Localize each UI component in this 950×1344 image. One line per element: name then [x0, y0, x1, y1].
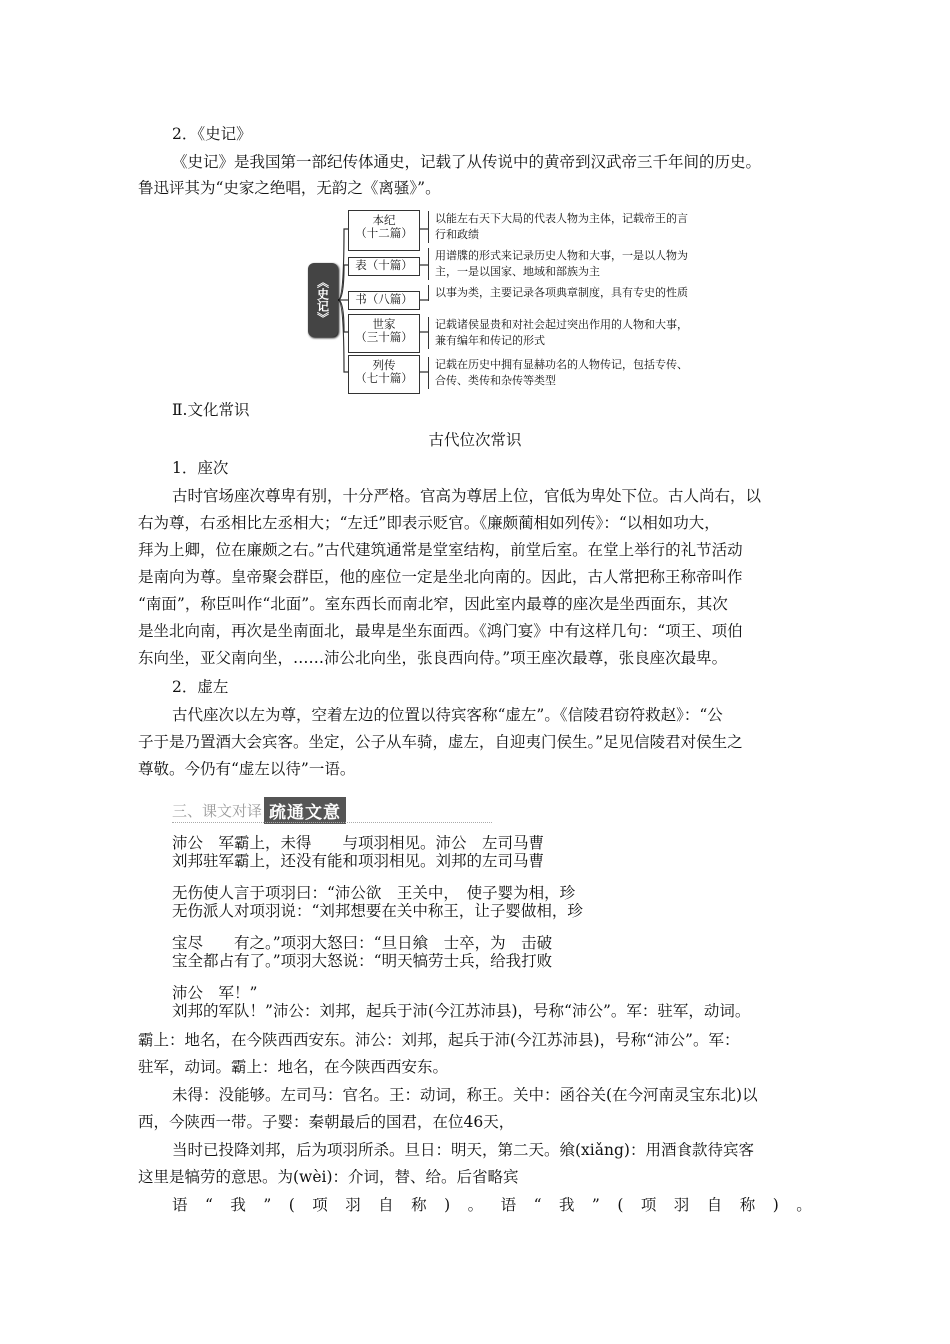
- paragraph-line: 鲁迅评其为“史家之绝唱，无韵之《离骚》”。: [138, 179, 441, 197]
- node-title: 本纪: [372, 213, 396, 227]
- note-line: 这里是犒劳的意思。为(wèi)：介词，替、给。后省略宾: [138, 1168, 519, 1186]
- section-three-badge: 疏通文意: [264, 797, 346, 824]
- paragraph-line: “南面”，称臣叫作“北面”。室东西长而南北窄，因此室内最尊的座次是坐西面东，其次: [138, 595, 728, 613]
- note-char: (: [617, 1196, 624, 1214]
- original-text-line: 沛公 军霸上，未得 与项羽相见。沛公 左司马曹: [172, 834, 545, 852]
- translation-line-with-note: [172, 1002, 750, 1020]
- sub-heading-xuzuo: 2．虚左: [172, 678, 229, 696]
- sub-heading-seating: 1．座次: [172, 459, 229, 477]
- node-sub: （七十篇）: [355, 371, 413, 385]
- shiji-structure-diagram: [300, 207, 690, 392]
- diagram-node-liezhuan: [348, 355, 420, 394]
- section-divider: [172, 822, 492, 823]
- paragraph-line: 拜为上卿，位在廉颇之右。”古代建筑通常是堂室结构，前堂后室。在堂上举行的礼节活动: [138, 541, 743, 559]
- paragraph-line: 古时官场座次尊卑有别，十分严格。官高为尊居上位，官低为卑处下位。古人尚右，以: [172, 487, 762, 505]
- diagram-node-shu: [348, 291, 420, 310]
- original-text-line: 沛公 军！”: [172, 984, 258, 1002]
- translation-line: 无伤派人对项羽说：“刘邦想要在关中称王，让子婴做相，珍: [172, 902, 583, 920]
- note-line: 霸上：地名，在今陕西西安东。沛公：刘邦，起兵于沛(今江苏沛县)，号称“沛公”。军：: [138, 1031, 740, 1049]
- note-char: “: [533, 1196, 542, 1214]
- note-char: ): [444, 1196, 451, 1214]
- paragraph-line: 是坐北向南，再次是坐南面北，最卑是坐东面西。《鸿门宴》中有这样几句：“项王、项伯: [138, 622, 743, 640]
- node-title: 表（十篇）: [355, 258, 413, 272]
- note-char: ”: [591, 1196, 600, 1214]
- note-char: 我: [558, 1196, 575, 1214]
- diagram-desc-shu: 以事为类，主要记录各项典章制度，具有专史的性质: [428, 285, 697, 301]
- note-text: 沛公：刘邦，起兵于沛(今江苏沛县)，号称“沛公”。军：驻军，动词。: [272, 1002, 751, 1020]
- note-char: (: [288, 1196, 295, 1214]
- note-char: 称: [739, 1196, 756, 1214]
- note-char: 羽: [673, 1196, 690, 1214]
- note-char: “: [204, 1196, 213, 1214]
- note-line: 西，今陕西一带。子婴：秦朝最后的国君，在位46天，: [138, 1113, 515, 1131]
- note-char: 。: [796, 1196, 812, 1214]
- paragraph-line: 是南向为尊。皇帝聚会群臣，他的座位一定是坐北向南的。因此，古人常把称王称帝叫作: [138, 568, 743, 586]
- diagram-node-biao: [348, 257, 420, 276]
- note-char: ): [772, 1196, 779, 1214]
- node-title: 书（八篇）: [355, 292, 413, 306]
- note-char: 。: [467, 1196, 484, 1214]
- paragraph-line: 右为尊，右丞相比左丞相大；“左迁”即表示贬官。《廉颇蔺相如列传》：“以相如功大，: [138, 514, 720, 532]
- diagram-desc-benji: 以能左右天下大局的代表人物为主体，记载帝王的言行和政绩: [428, 211, 697, 243]
- note-char: 羽: [345, 1196, 361, 1214]
- section-three-header: [172, 797, 346, 823]
- section-three-prefix: 三、课文对译: [172, 801, 263, 820]
- node-sub: （十二篇）: [355, 226, 413, 240]
- node-title: 列传: [372, 358, 396, 372]
- original-text-line: 无伤使人言于项羽曰：“沛公欲 王关中， 使子婴为相，珍: [172, 884, 576, 902]
- note-char: 自: [378, 1196, 394, 1214]
- note-char: 自: [706, 1196, 723, 1214]
- node-title: 世家: [372, 317, 396, 331]
- paragraph-line: 子于是乃置酒大会宾客。坐定，公子从车骑，虚左，自迎夷门侯生。”足见信陵君对侯生之: [138, 733, 743, 751]
- translation-line: 刘邦驻军霸上，还没有能和项羽相见。刘邦的左司马曹: [172, 852, 545, 870]
- section-title: 古代位次常识: [428, 431, 522, 449]
- note-line: 驻军，动词。霸上：地名，在今陕西西安东。: [138, 1058, 449, 1076]
- translation-line: 宝全都占有了。”项羽大怒说：“明天犒劳士兵，给我打败: [172, 952, 553, 970]
- paragraph-line: 东向坐，亚父南向坐，……沛公北向坐，张良西向侍。”项王座次最尊，张良座次最卑。: [138, 649, 728, 667]
- diagram-desc-biao: 用谱牒的形式来记录历史人物和大事，一是以人物为主，一是以国家、地域和部族为主: [428, 248, 697, 280]
- node-sub: （三十篇）: [355, 330, 413, 344]
- diagram-node-shijia: [348, 314, 420, 353]
- note-char: 项: [312, 1196, 328, 1214]
- section-heading-culture: Ⅱ.文化常识: [172, 401, 250, 419]
- translation-line: 刘邦的军队！”: [172, 1002, 273, 1020]
- note-line-justified: [172, 1195, 812, 1215]
- note-line: 当时已投降刘邦，后为项羽所杀。旦日：明天，第二天。飨(xiǎng)：用酒食款待宾客: [172, 1141, 754, 1159]
- paragraph-line: 尊敬。今仍有“虚左以待”一语。: [138, 760, 356, 778]
- section-heading-shiji: 2．《史记》: [172, 125, 252, 143]
- note-char: 语: [500, 1196, 517, 1214]
- note-line: 未得：没能够。左司马：官名。王：动词，称王。关中：函谷关(在今河南灵宝东北)以: [172, 1086, 758, 1104]
- note-char: ”: [263, 1196, 272, 1214]
- diagram-desc-shijia: 记载诸侯显贵和对社会起过突出作用的人物和大事，兼有编年和传记的形式: [428, 317, 697, 349]
- note-char: 我: [230, 1196, 246, 1214]
- diagram-desc-liezhuan: 记载在历史中拥有显赫功名的人物传记，包括专传、合传、类传和杂传等类型: [428, 357, 697, 389]
- original-text-line: 宝尽 有之。”项羽大怒曰：“旦日飨 士卒，为 击破: [172, 934, 553, 952]
- note-char: 称: [411, 1196, 427, 1214]
- note-char: 项: [640, 1196, 657, 1214]
- diagram-root: 《史记》: [308, 263, 338, 337]
- paragraph-line: 古代座次以左为尊，空着左边的位置以待宾客称“虚左”。《信陵君窃符救赵》：“公: [172, 706, 723, 724]
- paragraph-line: 《史记》是我国第一部纪传体通史，记载了从传说中的黄帝到汉武帝三千年间的历史。: [172, 153, 762, 171]
- note-char: 语: [172, 1196, 188, 1214]
- diagram-node-benji: [348, 210, 420, 251]
